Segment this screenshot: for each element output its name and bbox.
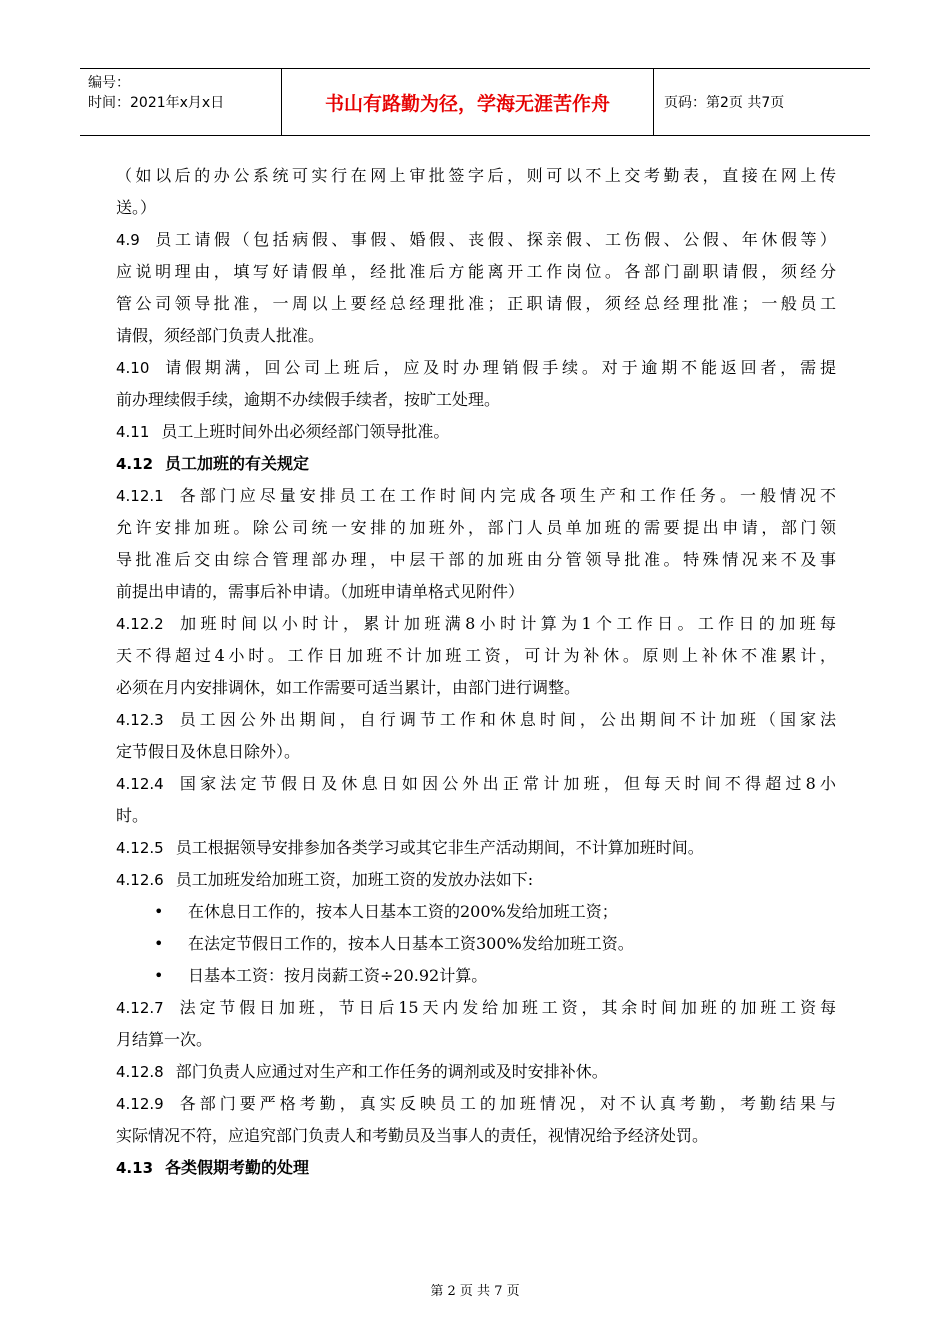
line-text: 在休息日工作的，按本人日基本工资的200%发给加班工资； <box>188 902 618 921</box>
paragraph-line <box>116 608 836 640</box>
paragraph-line <box>116 256 836 288</box>
header-meta-cell <box>80 69 282 135</box>
section-number: 4.9 <box>116 231 140 249</box>
section-number: 4.12.8 <box>116 1063 164 1081</box>
line-text: 部门负责人应通过对生产和工作任务的调剂或及时安排补休。 <box>175 1062 608 1081</box>
section-number: 4.12.7 <box>116 999 164 1017</box>
paragraph-line <box>116 1024 836 1056</box>
line-text: 月结算一次。 <box>116 1030 213 1049</box>
paragraph-line <box>116 352 836 384</box>
paragraph-line <box>116 288 836 320</box>
paragraph-line <box>116 768 836 800</box>
section-number: 4.10 <box>116 359 150 377</box>
line-text: 导批准后交由综合管理部办理，中层干部的加班由分管领导批准。特殊情况来不及事 <box>116 550 836 569</box>
header-page-label: 页码：第2页 共7页 <box>664 95 785 111</box>
section-number: 4.12.4 <box>116 775 164 793</box>
section-number: 4.12.9 <box>116 1095 164 1113</box>
bullet-item <box>116 896 836 928</box>
section-number: 4.12 <box>116 455 154 473</box>
paragraph-line <box>116 544 836 576</box>
line-text: 实际情况不符，应追究部门负责人和考勤员及当事人的责任，视情况给予经济处罚。 <box>116 1126 709 1145</box>
paragraph-line <box>116 160 836 192</box>
line-text: 送。） <box>116 198 157 217</box>
line-text: 在法定节假日工作的，按本人日基本工资300%发给加班工资。 <box>188 934 634 953</box>
paragraph-line <box>116 704 836 736</box>
document-header <box>80 68 870 136</box>
line-text: 前办理续假手续，逾期不办续假手续者，按旷工处理。 <box>116 390 501 409</box>
section-number: 4.13 <box>116 1159 154 1177</box>
header-motto: 书山有路勤为径，学海无涯苦作舟 <box>282 69 654 135</box>
section-number: 4.12.6 <box>116 871 164 889</box>
line-text: 员工上班时间外出必须经部门领导批准。 <box>161 422 450 441</box>
paragraph-line <box>116 736 836 768</box>
paragraph-line <box>116 320 836 352</box>
paragraph-line <box>116 832 836 864</box>
line-text: 允许安排加班。除公司统一安排的加班外，部门人员单加班的需要提出申请，部门领 <box>116 518 836 537</box>
section-number: 4.12.1 <box>116 487 164 505</box>
section-number: 4.12.5 <box>116 839 164 857</box>
line-text: 各部门应尽量安排员工在工作时间内完成各项生产和工作任务。一般情况不 <box>175 486 836 505</box>
paragraph-line <box>116 1088 836 1120</box>
paragraph-line <box>116 576 836 608</box>
bullet-item <box>116 960 836 992</box>
line-text: 请假期满，回公司上班后，应及时办理销假手续。对于逾期不能返回者，需提 <box>161 358 836 377</box>
line-text: 必须在月内安排调休，如工作需要可适当累计，由部门进行调整。 <box>116 678 581 697</box>
paragraph-line <box>116 448 836 480</box>
line-text: 员工因公外出期间，自行调节工作和休息时间，公出期间不计加班（国家法 <box>175 710 836 729</box>
paragraph-line <box>116 224 836 256</box>
paragraph-line <box>116 640 836 672</box>
paragraph-line <box>116 1056 836 1088</box>
paragraph-line <box>116 1152 836 1184</box>
paragraph-line <box>116 512 836 544</box>
bullet-icon: • <box>154 902 164 921</box>
paragraph-line <box>116 800 836 832</box>
line-text: 法定节假日加班，节日后15天内发给加班工资，其余时间加班的加班工资每 <box>175 998 836 1017</box>
bullet-icon: • <box>154 934 164 953</box>
paragraph-line <box>116 480 836 512</box>
page-footer: 第 2 页 共 7 页 <box>430 1284 520 1299</box>
line-text: 天不得超过4小时。工作日加班不计加班工资，可计为补休。原则上补休不准累计， <box>116 646 836 665</box>
bullet-item <box>116 928 836 960</box>
section-number: 4.12.2 <box>116 615 164 633</box>
line-text: 定节假日及休息日除外）。 <box>116 742 301 761</box>
section-heading: 各类假期考勤的处理 <box>165 1158 310 1177</box>
line-text: （如以后的办公系统可实行在网上审批签字后，则可以不上交考勤表，直接在网上传 <box>116 166 836 185</box>
paragraph-line <box>116 864 836 896</box>
line-text: 日基本工资：按月岗薪工资÷20.92计算。 <box>188 966 488 985</box>
document-body <box>116 160 836 1184</box>
bullet-icon: • <box>154 966 164 985</box>
paragraph-line <box>116 992 836 1024</box>
line-text: 应说明理由，填写好请假单，经批准后方能离开工作岗位。各部门副职请假，须经分 <box>116 262 836 281</box>
line-text: 前提出申请的，需事后补申请。（加班申请单格式见附件） <box>116 582 525 601</box>
line-text: 员工根据领导安排参加各类学习或其它非生产活动期间，不计算加班时间。 <box>175 838 704 857</box>
paragraph-line <box>116 384 836 416</box>
section-heading: 员工加班的有关规定 <box>165 454 310 473</box>
section-number: 4.11 <box>116 423 150 441</box>
line-text: 员工加班发给加班工资，加班工资的发放办法如下: <box>175 870 534 889</box>
line-text: 管公司领导批准，一周以上要经总经理批准；正职请假，须经总经理批准；一般员工 <box>116 294 836 313</box>
paragraph-line <box>116 1120 836 1152</box>
line-text: 员工请假（包括病假、事假、婚假、丧假、探亲假、工伤假、公假、年休假等） <box>151 230 836 249</box>
line-text: 国家法定节假日及休息日如因公外出正常计加班，但每天时间不得超过8小 <box>175 774 836 793</box>
line-text: 加班时间以小时计，累计加班满8小时计算为1个工作日。工作日的加班每 <box>175 614 836 633</box>
section-number: 4.12.3 <box>116 711 164 729</box>
paragraph-line <box>116 416 836 448</box>
line-text: 时。 <box>116 806 149 825</box>
paragraph-line <box>116 672 836 704</box>
line-text: 各部门要严格考勤，真实反映员工的加班情况，对不认真考勤，考勤结果与 <box>175 1094 836 1113</box>
document-time-label: 时间：2021年x月x日 <box>88 95 225 111</box>
paragraph-line <box>116 192 836 224</box>
line-text: 请假，须经部门负责人批准。 <box>116 326 325 345</box>
document-number-label: 编号： <box>88 75 130 91</box>
